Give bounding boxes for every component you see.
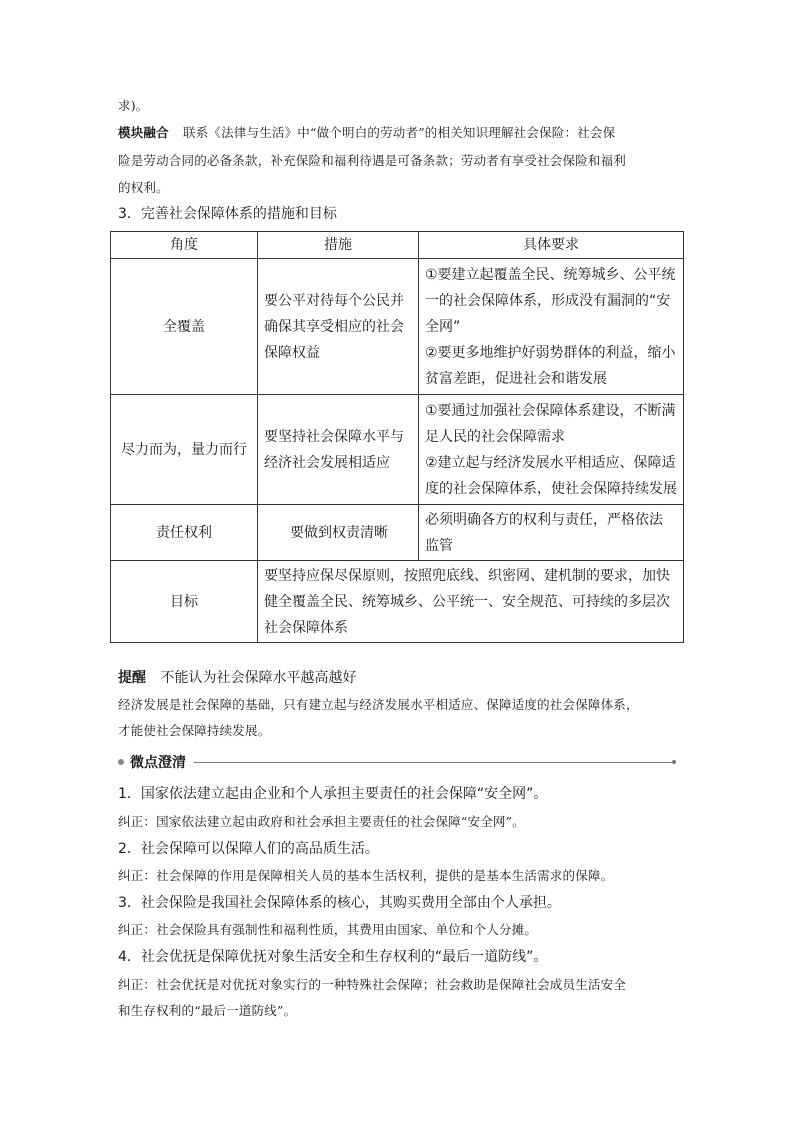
clarify-answer-cont: 和生存权利的“最后一道防线”。 [118, 1003, 297, 1018]
goal-line: 要坚持应保尽保原则，按照兜底线、织密网、建机制的要求，加快 [264, 567, 670, 584]
reminder-text-2: 才能使社会保障持续发展。 [118, 723, 271, 738]
req-line: ①要通过加强社会保障体系建设，不断满 [425, 402, 676, 419]
row-angle: 全覆盖 [111, 259, 258, 395]
row-requirement [419, 259, 684, 395]
row-goal [258, 561, 684, 643]
row-requirement [419, 505, 684, 561]
clarify-answer: 纠正：国家依法建立起由政府和社会承担主要责任的社会保障“安全网”。 [118, 814, 525, 829]
req-line: 足人民的社会保障需求 [425, 428, 565, 445]
reminder-heading [118, 668, 356, 688]
table-header: 具体要求 [419, 232, 684, 259]
fusion-label: 模块融合 [118, 125, 169, 140]
fusion-text-3: 的权利。 [118, 180, 169, 195]
measure-line: 经济社会发展相适应 [264, 454, 390, 471]
row-angle: 责任权利 [111, 505, 258, 561]
measure-line: 要公平对待每个公民并 [264, 292, 404, 309]
reminder-text-1: 经济发展是社会保障的基础，只有建立起与经济发展水平相适应、保障适度的社会保障体系， [118, 697, 639, 712]
table-header-row [111, 232, 684, 259]
clarify-question: 1．国家依法建立起由企业和个人承担主要责任的社会保障“安全网”。 [118, 786, 548, 802]
fusion-line-1 [118, 123, 615, 143]
req-line: ①要建立起覆盖全民、统筹城乡、公平统 [425, 266, 676, 283]
section-heading: 3．完善社会保障体系的措施和目标 [118, 206, 337, 222]
fusion-text-1: 联系《法律与生活》中“做个明白的劳动者”的相关知识理解社会保险：社会保 [183, 125, 616, 140]
req-line: 贫富差距，促进社会和谐发展 [425, 370, 607, 387]
table-header: 措施 [258, 232, 419, 259]
clarify-answer: 纠正：社会保障的作用是保障相关人员的基本生活权利，提供的是基本生活需求的保障。 [118, 868, 614, 883]
goal-line: 社会保障体系 [264, 619, 348, 636]
req-line: 度的社会保障体系，使社会保障持续发展 [425, 480, 677, 497]
divider [194, 762, 672, 763]
req-line: ②建立起与经济发展水平相适应、保障适 [425, 454, 676, 471]
goal-line: 健全覆盖全民、统筹城乡、公平统一、安全规范、可持续的多层次 [264, 593, 670, 610]
clarify-question: 4．社会优抚是保障优抚对象生活安全和生存权利的“最后一道防线”。 [118, 949, 548, 965]
measure-line: 要坚持社会保障水平与 [264, 428, 404, 445]
clarify-section-title: 微点澄清 [130, 755, 186, 771]
table-row [111, 395, 684, 505]
divider-end-dot [672, 760, 676, 764]
requirements-table [110, 231, 684, 643]
intro-tail: 求)。 [118, 98, 149, 113]
row-measure [258, 259, 419, 395]
reminder-title: 不能认为社会保障水平越高越好 [160, 670, 357, 686]
clarify-answer: 纠正：社会优抚是对优抚对象实行的一种特殊社会保障；社会救助是保障社会成员生活安全 [118, 977, 627, 992]
table-row [111, 561, 684, 643]
measure-line: 确保其享受相应的社会 [264, 318, 404, 335]
req-line: 必须明确各方的权利与责任，严格依法 [425, 511, 663, 528]
req-line: 一的社会保障体系，形成没有漏洞的“安 [425, 292, 671, 309]
row-angle: 目标 [111, 561, 258, 643]
table-row [111, 505, 684, 561]
reminder-label: 提醒 [118, 670, 146, 686]
clarify-section-header [118, 752, 676, 772]
req-line: ②要更多地维护好弱势群体的利益，缩小 [425, 344, 676, 361]
clarify-question: 3．社会保险是我国社会保障体系的核心，其购买费用全部由个人承担。 [118, 895, 561, 911]
measure-line: 保障权益 [264, 344, 320, 361]
clarify-answer: 纠正：社会保险具有强制性和福利性质，其费用由国家、单位和个人分摊。 [118, 922, 538, 937]
table-header: 角度 [111, 232, 258, 259]
req-line: 监管 [425, 537, 453, 554]
fusion-text-2: 险是劳动合同的必备条款，补充保险和福利待遇是可备条款；劳动者有享受社会保险和福利 [118, 153, 627, 168]
table-row [111, 259, 684, 395]
req-line: 全网” [425, 318, 461, 335]
clarify-question: 2．社会保障可以保障人们的高品质生活。 [118, 841, 379, 857]
row-measure: 要做到权责清晰 [258, 505, 419, 561]
row-angle: 尽力而为，量力而行 [111, 395, 258, 505]
bullet-icon [118, 759, 124, 765]
row-measure [258, 395, 419, 505]
row-requirement [419, 395, 684, 505]
